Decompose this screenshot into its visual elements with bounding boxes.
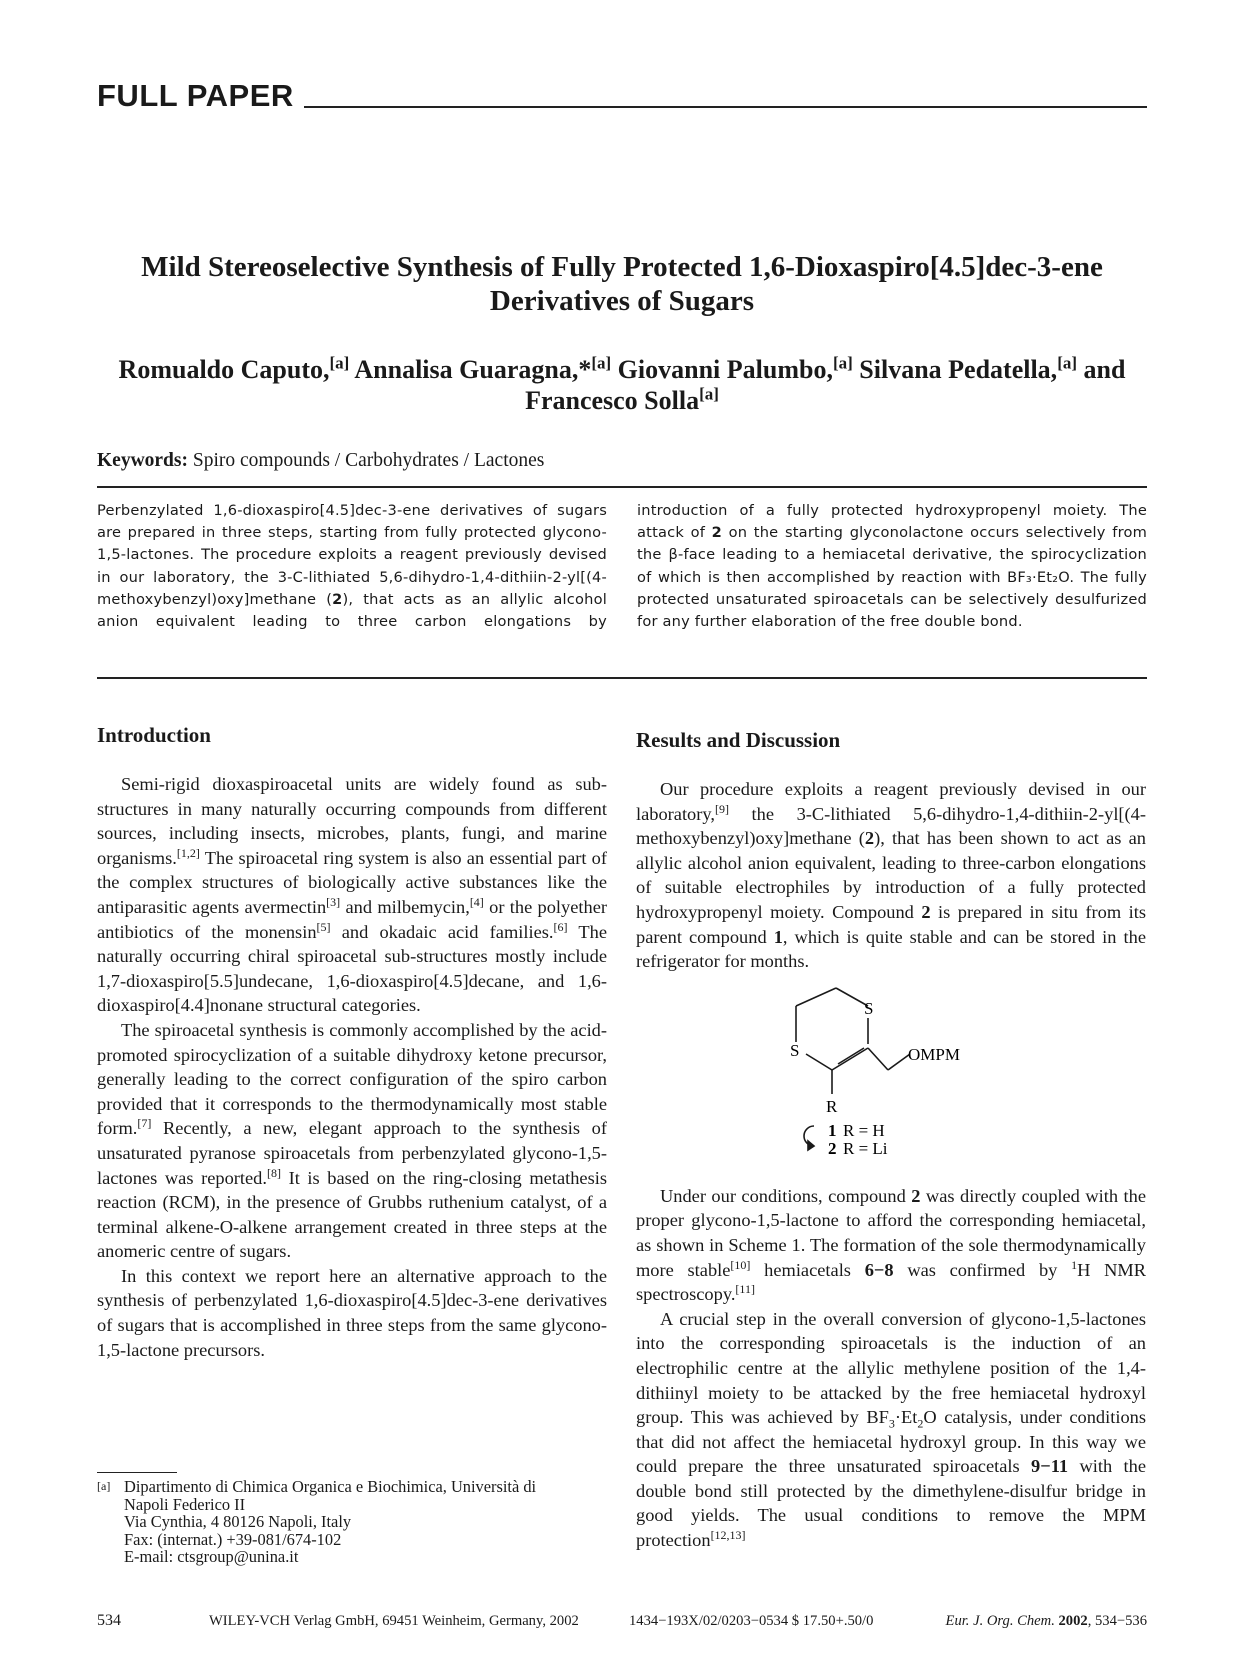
compound-ref: 1 (773, 926, 783, 947)
author-affiliation: [a] (832, 353, 853, 373)
compound-ref: 6−8 (864, 1259, 894, 1280)
footnote-rule (97, 1472, 177, 1473)
citation: [3] (326, 894, 341, 909)
affiliation-footnote: [a] Dipartimento di Chimica Organica e Biochimica, Università di Napoli Federico II Via Cynthia, 4 80126 Napoli, Italy Fax: (internat.) +39-081/674-102 E-mail: ctsgroup@unina.it (97, 1478, 607, 1566)
results-section (636, 727, 1146, 1553)
sulfur-atom-left: S (790, 1040, 800, 1060)
author-name: Romualdo Caputo, (118, 355, 330, 384)
author-affiliation: [a] (591, 353, 612, 373)
running-header (97, 76, 1147, 116)
paragraph: A crucial step in the overall conversion of glycono-1,5-lactones into the corresponding spiroacetals is the induction of an electrophilic centre at the allylic methylene position of the 1,4-dithiinyl moiety to be attacked by the free hemiacetal hydroxyl group. This was achieved by $BF_3\cdot Et_2O$ catalysis, under conditions that did not affect the hemiacetal hydroxyl group. In this way we could prepare the three unsaturated spiroacetals 9−11 with the double bond still protected by the dimethylene-disulfur bridge in good yields. The usual conditions to remove the MPM protection[12,13] (636, 1308, 1147, 1551)
page-number: 534 (97, 1612, 121, 1629)
citation: [12,13] (710, 1527, 746, 1542)
compound-ref: 2 (711, 524, 723, 542)
compound-2-definition: R = Li (843, 1138, 888, 1158)
author-affiliation: [a] (1057, 353, 1078, 373)
introduction-section (97, 722, 607, 1362)
title-line-1: Mild Stereoselective Synthesis of Fully Protected 1,6-Dioxaspiro[4.5]dec-3-ene (141, 251, 1103, 283)
paragraph: Semi-rigid dioxaspiroacetal units are widely found as sub-structures in many naturally occurring compounds from different sources, including insects, microbes, plants, fungi, and marine organisms.[1,2] The spiroacetal ring system is also an essential part of the complex structures of biologically active substances like the antiparasitic agents avermectin[3] and milbemycin,[4] or the polyether antibiotics of the monensin[5] and okadaic acid families.[6] The naturally occurring chiral spiroacetal sub-structures mostly include 1,7-dioxaspiro[5.5]undecane, 1,6-dioxaspiro[4.5]decane, and 1,6-dioxaspiro[4.4]nonane structural categories. (97, 774, 607, 1016)
chemical-structure-scheme (636, 978, 1146, 1178)
paragraph: Our procedure exploits a reagent previously devised in our laboratory,[9] the 3-C-lithiated 5,6-dihydro-1,4-dithiin-2-yl[(4-methoxybenzyl)oxy]methane (2), that has been shown to act as an allylic alcohol anion equivalent, leading to three-carbon elongations of suitable electrophiles by introduction of a fully protected hydroxypropenyl moiety. Compound 2 is prepared in situ from its parent compound 1, which is quite stable and can be stored in the refrigerator for months. (636, 779, 1146, 972)
substituent-label: OMPM (908, 1044, 960, 1064)
author-name: Giovanni Palumbo, (617, 355, 833, 384)
compound-1-number: 1 (828, 1120, 837, 1140)
author-affiliation: [a] (329, 353, 350, 373)
citation: [4] (469, 894, 484, 909)
dithiin-structure-drawing (776, 978, 1016, 1178)
citation: [7] (137, 1116, 152, 1131)
results-heading: Results and Discussion (636, 728, 841, 752)
citation: [6] (553, 919, 568, 934)
compound-ref: 2 (921, 901, 931, 922)
sulfur-atom-top: S (864, 998, 874, 1018)
abstract-top-rule (97, 486, 1147, 488)
authors-conjunction: and (1083, 355, 1126, 384)
paragraph: In this context we report here an alternative approach to the synthesis of perbenzylated 1,6-dioxaspiro[4.5]dec-3-ene derivatives of sugars that is accomplished in three steps from the same glycono-1,5-lactone precursors. (97, 1265, 607, 1360)
r-group-label: R (826, 1096, 838, 1116)
paragraph: The spiroacetal synthesis is commonly accomplished by the acid-promoted spirocyclization of a suitable dihydroxy ketone precursor, generally leading to the correct configuration of the spiro carbon provided that it corresponds to the thermodynamically most stable form.[7] Recently, a new, elegant approach to the synthesis of unsaturated pyranose spiroacetals from perbenzylated glycono-1,5-lactones was reported.[8] It is based on the ring-closing metathesis reaction (RCM), in the presence of Grubbs ruthenium catalyst, of a terminal alkene-O-alkene arrangement created in three steps at the anomeric centre of sugars. (97, 1019, 607, 1262)
paper-title (97, 250, 1147, 318)
citation: [11] (735, 1282, 755, 1296)
abstract-bottom-rule (97, 677, 1147, 679)
author-affiliation: [a] (699, 384, 719, 404)
contact-email: E-mail: ctsgroup@unina.it (124, 1547, 299, 1566)
author-name: Silvana Pedatella, (859, 355, 1058, 384)
citation: [1,2] (176, 845, 200, 860)
header-rule (304, 106, 1147, 108)
compound-1-definition: R = H (843, 1120, 885, 1140)
footnote-mark: [a] (97, 1479, 111, 1493)
compound-2-number: 2 (828, 1138, 837, 1158)
keywords-text: Spiro compounds / Carbohydrates / Lactones (192, 450, 545, 471)
compound-ref: 9−11 (1031, 1456, 1069, 1477)
introduction-heading: Introduction (97, 723, 211, 747)
section-label: FULL PAPER (97, 78, 294, 113)
author-list (97, 354, 1147, 416)
keywords (97, 449, 544, 473)
citation: [9] (714, 801, 729, 816)
keywords-label: Keywords: (97, 450, 188, 471)
citation: [8] (266, 1165, 281, 1180)
author-name: Francesco Solla (525, 386, 700, 415)
publisher-info: WILEY-VCH Verlag GmbH, 69451 Weinheim, Germany, 2002 (209, 1613, 579, 1629)
compound-ref: 2 (864, 828, 875, 849)
abstract: Perbenzylated 1,6-dioxaspiro[4.5]dec-3-ene derivatives of sugars are prepared in three steps, starting from fully protected glycono-1,5-lactones. The procedure exploits a reagent previously devised in our laboratory, the 3-C-lithiated 5,6-dihydro-1,4-dithiin-2-yl[(4-methoxybenzyl)oxy]methane (2), that acts as an allylic alcohol anion equivalent leading to three carbon elongations by introduction of a fully protected hydroxypropenyl moiety. The attack of 2 on the starting glyconolactone occurs selectively from the β-face leading to a hemiacetal derivative, the spirocyclization of which is then accomplished by reaction with BF₃·Et₂O. The fully protected unsaturated spiroacetals can be selectively desulfurized for any further elaboration of the free double bond. (97, 502, 1147, 631)
citation: [5] (316, 919, 331, 934)
issn-info: 1434−193X/02/0203−0534 $ 17.50+.50/0 (629, 1613, 874, 1629)
compound-ref: 2 (911, 1185, 921, 1206)
citation: [10] (730, 1257, 751, 1272)
paragraph: Under our conditions, compound 2 was directly coupled with the proper glycono-1,5-lactone to afford the corresponding hemiacetal, as shown in Scheme 1. The formation of the sole thermodynamically more stable[10] hemiacetals 6−8 was confirmed by $^1$H NMR spectroscopy.[11] (636, 1185, 1147, 1305)
title-line-2: Derivatives of Sugars (489, 285, 755, 317)
journal-citation: Eur. J. Org. Chem. 2002, 534−536 (945, 1613, 1147, 1629)
compound-ref: 2 (332, 590, 343, 608)
author-name: Annalisa Guaragna,* (354, 355, 592, 384)
